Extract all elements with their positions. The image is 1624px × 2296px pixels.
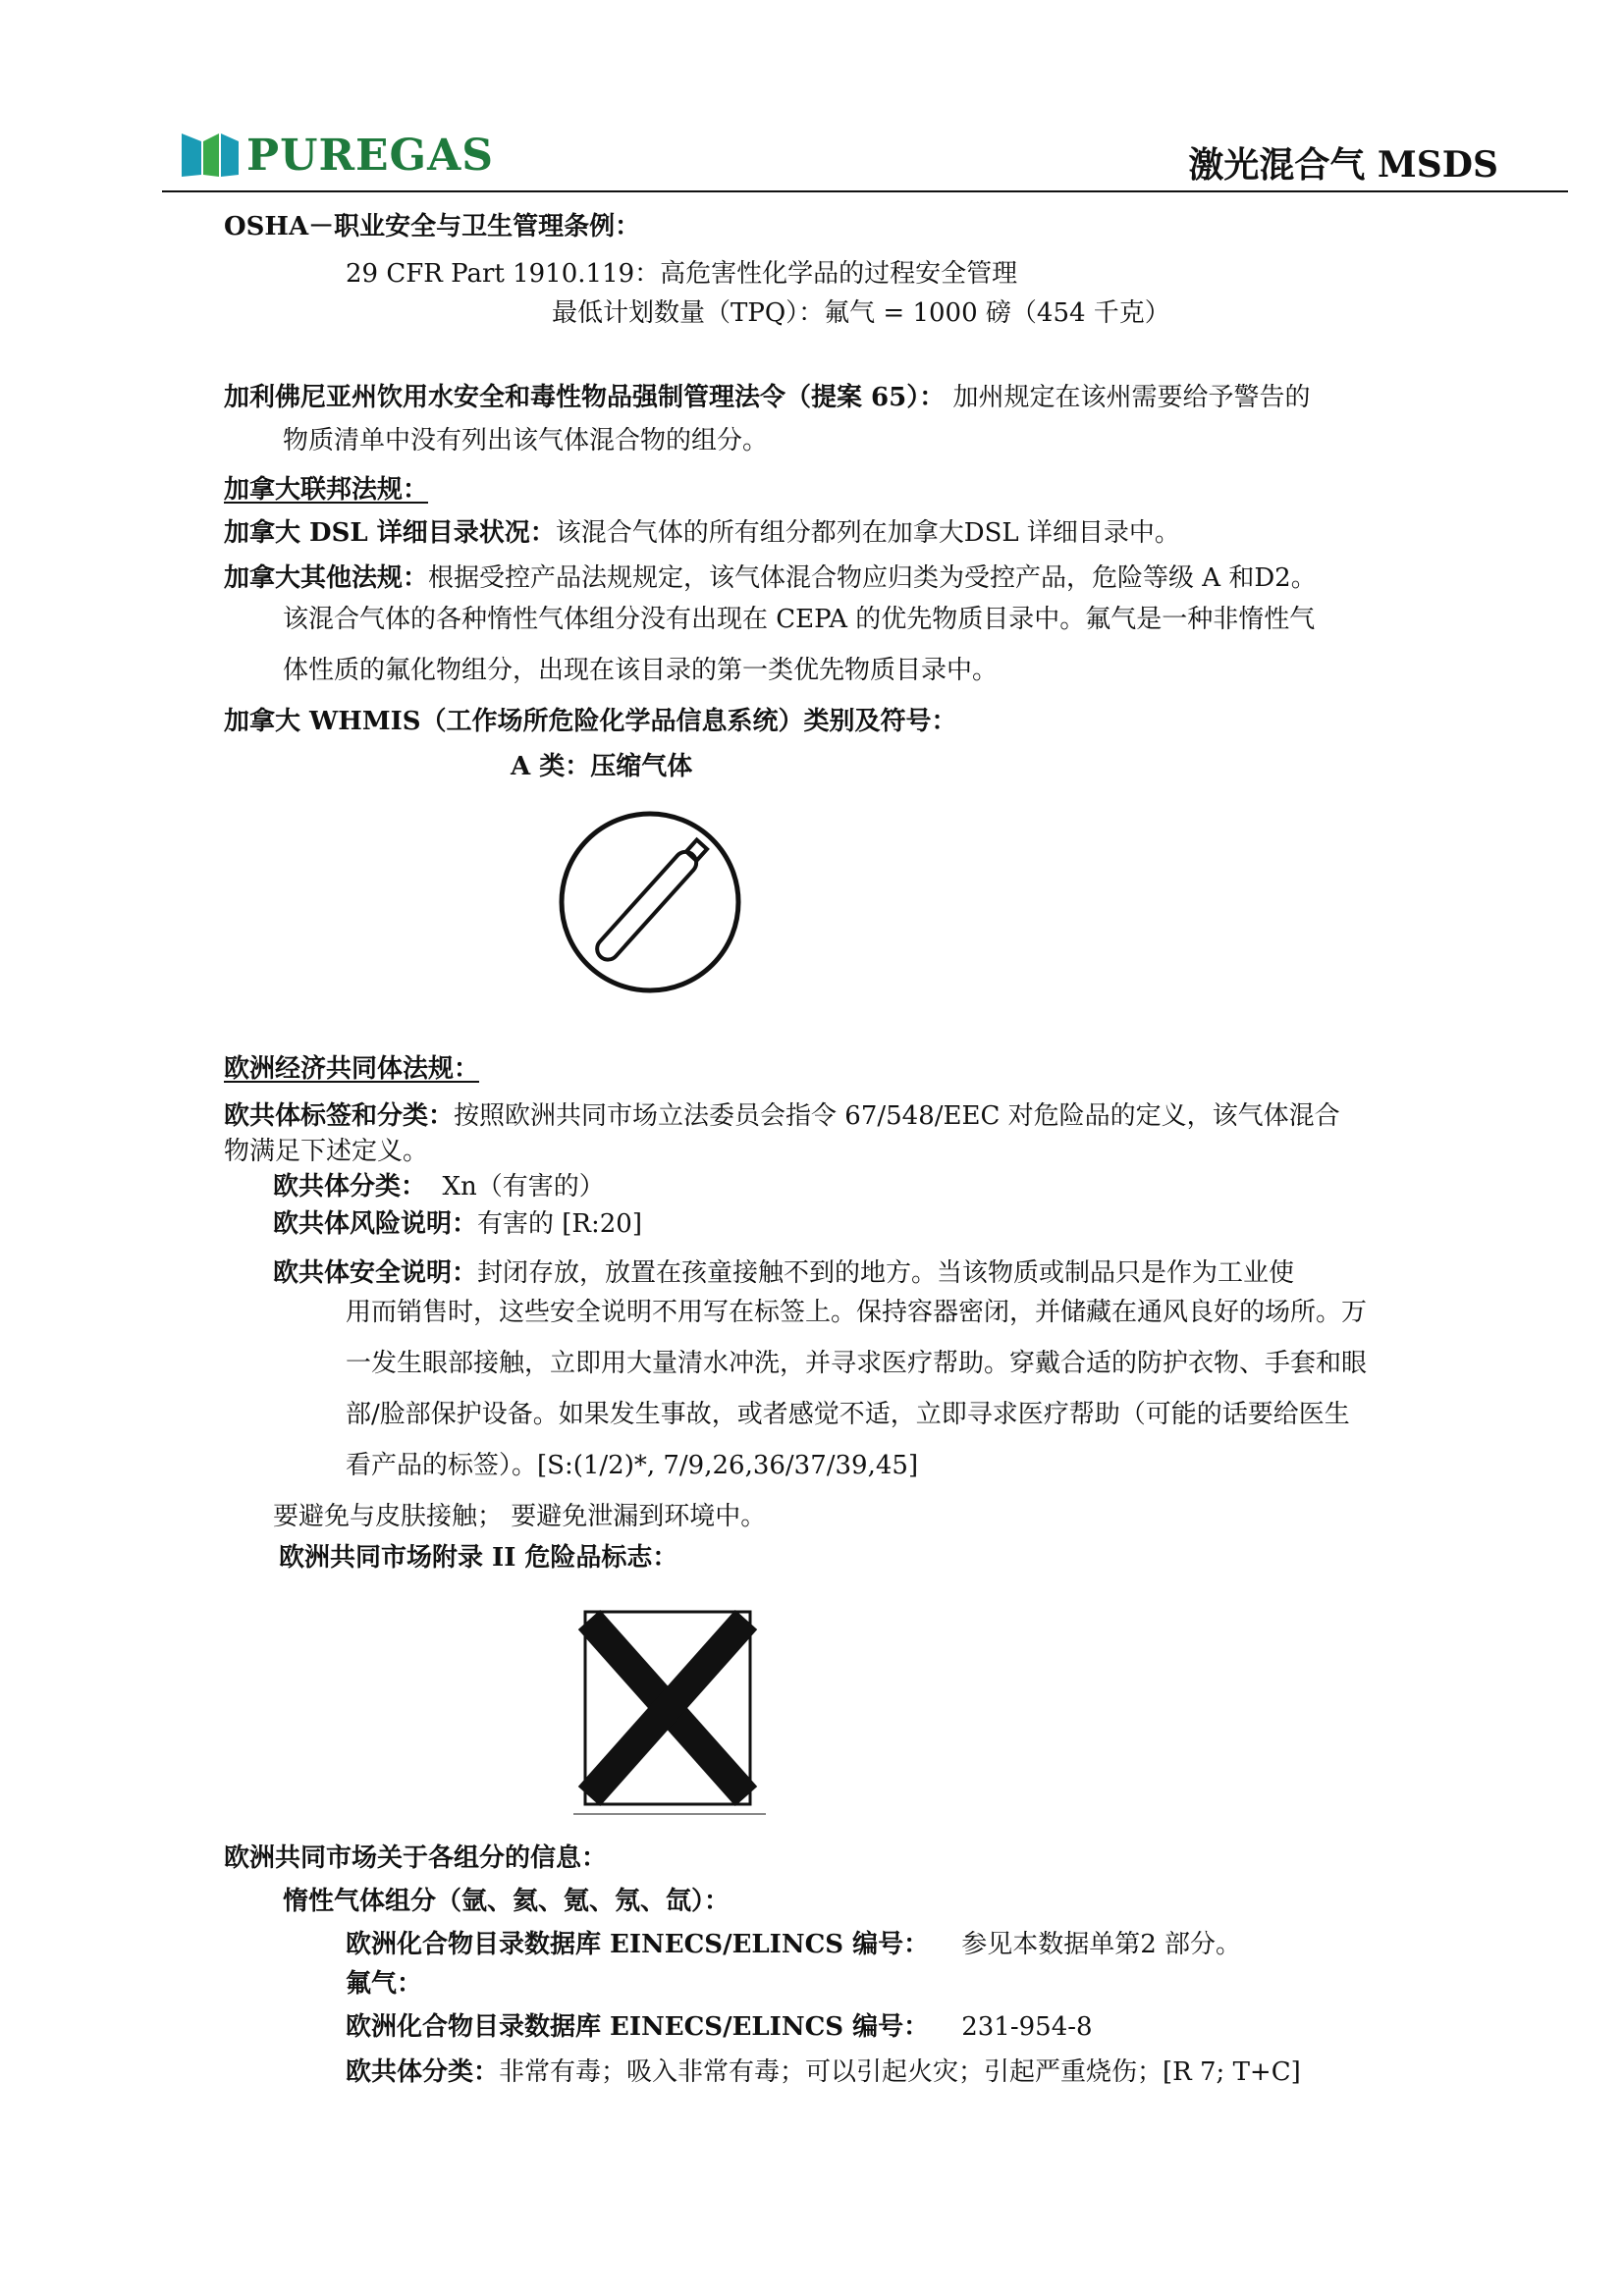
canada-other-text-2: 该混合气体的各种惰性气体组分没有出现在 CEPA 的优先物质目录中。氟气是一种非惰性气 [283,605,1316,634]
eec-classification-label: 欧共体分类： [273,1172,427,1201]
eec-safety-line [273,1256,1294,1290]
canada-dsl-text: 该混合气体的所有组分都列在加拿大DSL 详细目录中。 [555,518,1180,548]
whmis-heading: 加拿大 WHMIS（工作场所危险化学品信息系统）类别及符号： [224,707,957,736]
eec-risk-value: 有害的 [R:20] [477,1209,642,1239]
eec-safety-text-4: 部/脸部保护设备。如果发生事故，或者感觉不适，立即寻求医疗帮助（可能的话要给医生 [346,1400,1350,1429]
eec-classification-line [273,1170,605,1203]
canada-other-label: 加拿大其他法规： [224,563,429,593]
document-title: 激光混合气 MSDS [1188,144,1498,186]
california-text-1: 加州规定在该州需要给予警告的 [952,383,1311,412]
logo-text: PUREGAS [246,130,495,181]
eec-safety-text-1: 封闭存放，放置在孩童接触不到的地方。当该物质或制品只是作为工业使 [477,1258,1295,1288]
california-heading: 加利佛尼亚州饮用水安全和毒性物品强制管理法令（提案 65）： [224,383,946,412]
eec-risk-label: 欧共体风险说明： [273,1209,478,1239]
company-logo [180,130,494,181]
eec-classification-value: Xn（有害的） [442,1172,605,1201]
fluorine-einecs-label: 欧洲化合物目录数据库 EINECS/ELINCS 编号： [346,2012,930,2042]
fluorine-einecs-value: 231-954-8 [961,2012,1093,2042]
eec-safety-text-2: 用而销售时，这些安全说明不用写在标签上。保持容器密闭，并储藏在通风良好的场所。万 [346,1298,1368,1327]
canada-heading: 加拿大联邦法规： [224,475,429,505]
compressed-gas-cylinder-icon [555,809,745,995]
eec-annex-heading: 欧洲共同市场附录 II 危险品标志： [279,1543,678,1573]
osha-line-2: 最低计划数量（TPQ）：氟气 = 1000 磅（454 千克） [552,298,1170,328]
osha-line-1: 29 CFR Part 1910.119：高危害性化学品的过程安全管理 [346,259,1018,289]
puregas-logo-icon [180,130,241,181]
inert-einecs-value: 参见本数据单第2 部分。 [961,1930,1242,1959]
eec-avoid-text: 要避免与皮肤接触； 要避免泄漏到环境中。 [273,1502,767,1531]
eec-label-class-text-1: 按照欧洲共同市场立法委员会指令 67/548/EEC 对危险品的定义，该气体混合 [454,1101,1340,1131]
canada-dsl-line [224,516,1180,550]
components-heading: 欧洲共同市场关于各组分的信息： [224,1843,608,1873]
eec-safety-text-3: 一发生眼部接触，立即用大量清水冲洗，并寻求医疗帮助。穿戴合适的防护衣物、手套和眼 [346,1349,1368,1378]
california-line-1 [224,381,1311,414]
fluorine-class-line [346,2056,1301,2089]
fluorine-class-label: 欧共体分类： [346,2057,500,2087]
whmis-class-a: A 类：压缩气体 [511,752,693,781]
eec-heading: 欧洲经济共同体法规： [224,1054,480,1084]
fluorine-class-value: 非常有毒；吸入非常有毒；可以引起火灾；引起严重烧伤；[R 7; T+C] [499,2057,1301,2087]
canada-other-line [224,561,1317,595]
harmful-cross-icon [573,1600,766,1824]
eec-label-class-text-2: 物满足下述定义。 [224,1137,429,1166]
eec-label-class-label: 欧共体标签和分类： [224,1101,455,1131]
header-rule [162,190,1568,192]
canada-other-text-1: 根据受控产品法规规定，该气体混合物应归类为受控产品，危险等级 A 和D2。 [428,563,1317,593]
inert-einecs-line [346,1928,1241,1961]
fluorine-heading: 氟气： [346,1969,423,1999]
eec-risk-line [273,1207,642,1241]
canada-other-text-3: 体性质的氟化物组分，出现在该目录的第一类优先物质目录中。 [283,656,999,685]
california-text-2: 物质清单中没有列出该气体混合物的组分。 [283,426,769,455]
eec-safety-label: 欧共体安全说明： [273,1258,478,1288]
inert-einecs-label: 欧洲化合物目录数据库 EINECS/ELINCS 编号： [346,1930,930,1959]
eec-safety-text-5: 看产品的标签）。[S:(1/2)*, 7/9,26,36/37/39,45] [346,1451,919,1480]
fluorine-einecs-line [346,2010,1093,2044]
canada-dsl-label: 加拿大 DSL 详细目录状况： [224,518,556,548]
osha-heading: OSHA－职业安全与卫生管理条例： [224,212,641,241]
inert-heading: 惰性气体组分（氩、氦、氪、氖、氙）： [283,1887,731,1916]
eec-label-class-line [224,1099,1340,1133]
